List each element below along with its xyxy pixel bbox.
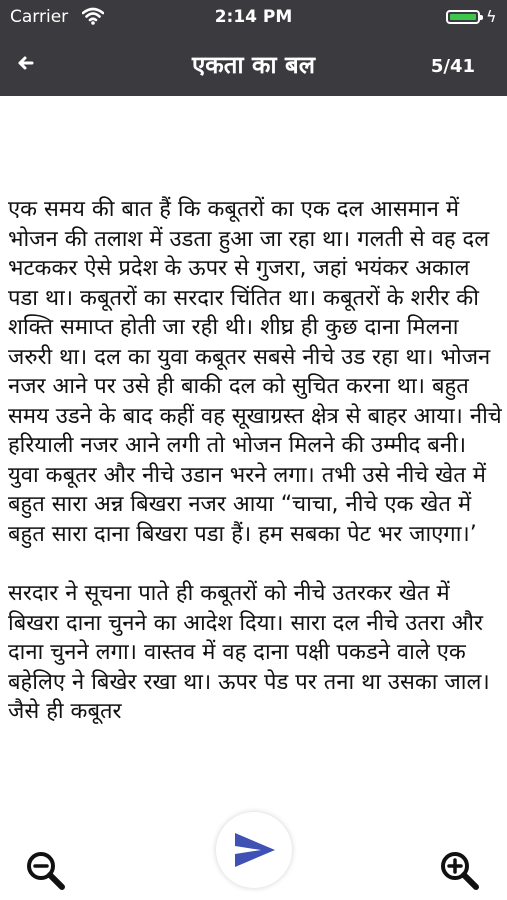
charging-icon: ϟ — [486, 7, 497, 26]
zoom-out-icon[interactable] — [22, 847, 70, 895]
battery-icon — [446, 10, 480, 24]
navigation-bar — [0, 34, 507, 96]
zoom-in-icon[interactable] — [436, 847, 484, 895]
carrier-label: Carrier — [10, 7, 69, 27]
send-icon — [233, 831, 277, 869]
story-paragraph-2: सरदार ने सूचना पाते ही कबूतरों को नीचे उतरकर खेत में बिखरा दाना चुनने का आदेश दिया। सारा दल नीचे उतरा और दाना चुनने लगा। वास्तव में वह दाना पक्षी पकडने वाले एक बहेलिए ने बिखेर रखा था। ऊपर पेड पर तना था उसका जाल। जैसे ही कबूतर — [8, 581, 490, 724]
story-text — [8, 195, 503, 807]
page-title: एकता का बल — [192, 51, 315, 79]
send-button[interactable] — [216, 812, 292, 888]
status-bar — [0, 0, 507, 34]
clock: 2:14 PM — [214, 7, 293, 27]
page-counter: 5/41 — [430, 56, 475, 77]
bottom-toolbar — [0, 807, 507, 900]
story-paragraph-1: एक समय की बात हैं कि कबूतरों का एक दल आसमान में भोजन की तलाश में उडता हुआ जा रहा था। गलती से वह दल भटककर ऐसे प्रदेश के ऊपर से गुजरा, जहां भयंकर अकाल पडा था। कबूतरों का सरदार चिंतित था। कबूतरों के शरीर की शक्ति समाप्त होती जा रही थी। शीघ्र ही कुछ दाना मिलना जरुरी था। दल का युवा कबूतर सबसे नीचे उड रहा था। भोजन नजर आने पर उसे ही बाकी दल को सुचित करना था। बहुत समय उडने के बाद कहीं वह सूखाग्रस्त क्षेत्र से बाहर आया। नीचे हरियाली नजर आने लगी तो भोजन मिलने की उम्मीद बनी। युवा कबूतर और नीचे उडान भरने लगा। तभी उसे नीचे खेत में बहुत सारा अन्न बिखरा नजर आया “चाचा, नीचे एक खेत में बहुत सारा दाना बिखरा पडा हैं। हम सबका पेट भर जाएगा।’ — [8, 197, 502, 547]
